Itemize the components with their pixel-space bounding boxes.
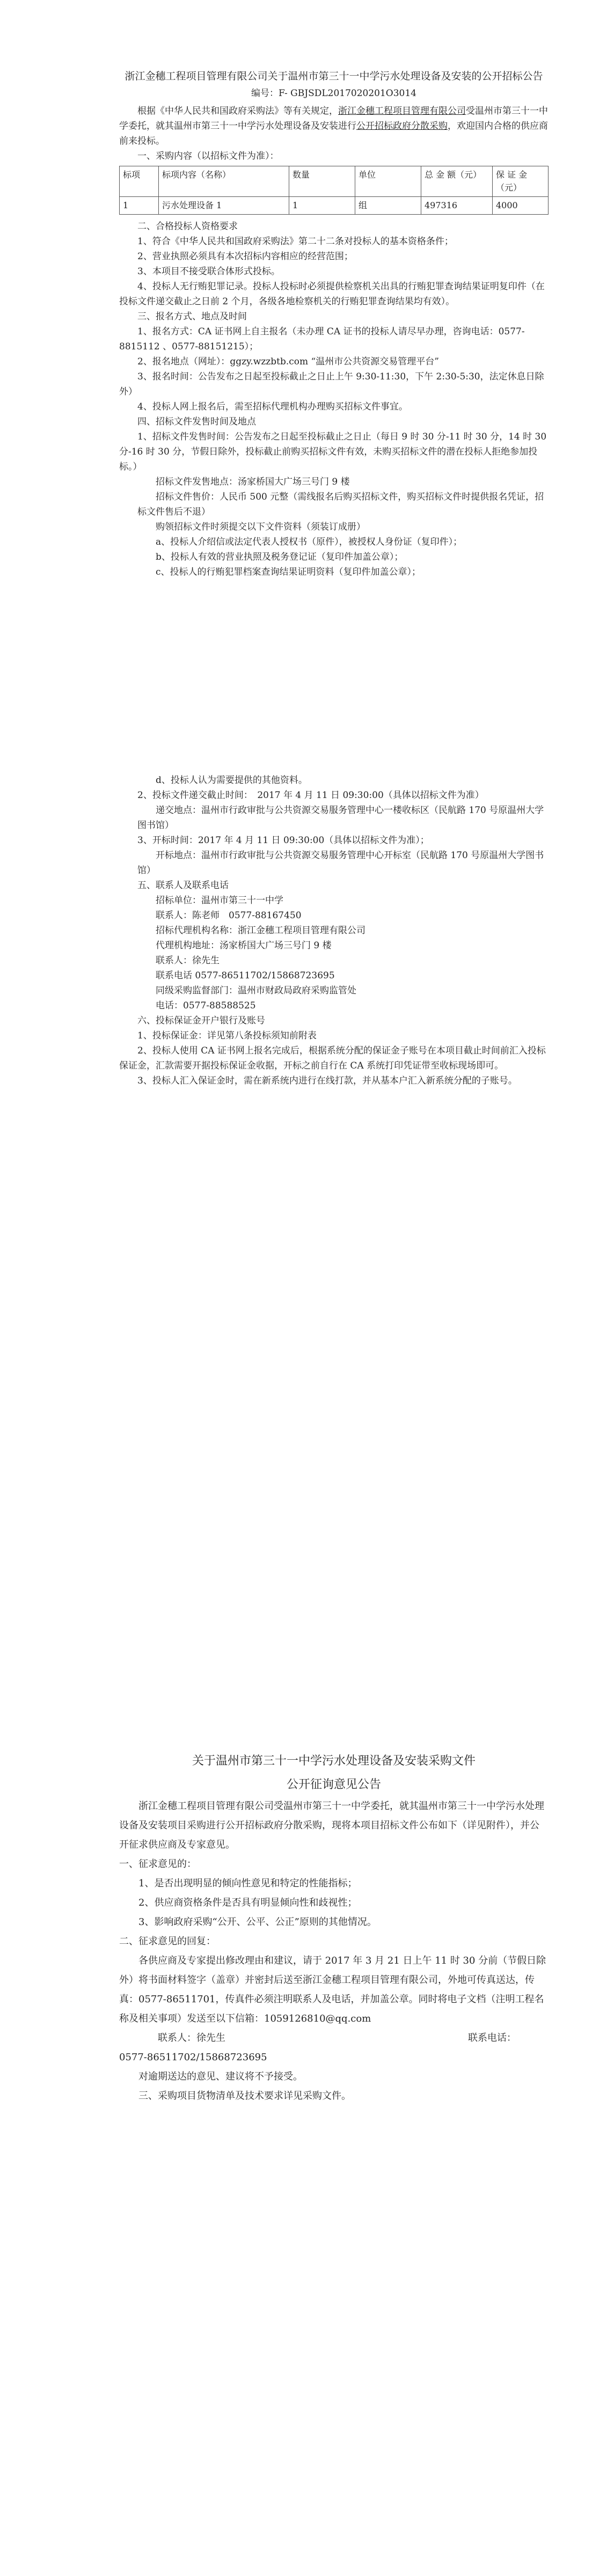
list-item: 2、供应商资格条件是否具有明显倾向性和歧视性； [138, 1897, 357, 1908]
tender-notice [119, 67, 549, 1088]
table-cell: 4000 [493, 197, 549, 215]
list-item: a、投标人介绍信或法定代表人授权书（原件），被授权人身份证（复印件）； [156, 537, 463, 547]
section-heading: 三、报名方式、地点及时间 [137, 311, 247, 322]
procurement-method-link[interactable]: 公开招标政府分散采购 [356, 121, 448, 131]
intro-text: 受温州市第三十一中学委托，就其温州市第三十一中学污水处理设备及安装进行 [119, 106, 548, 131]
list-item: 开标地点：温州市行政审批与公共资源交易服务管理中心开标室（民航路 170 号原温州大学图书馆） [137, 850, 544, 876]
section-heading: 四、招标文件发售时间及地点 [137, 416, 256, 427]
list-item: 招标文件发售地点：汤家桥国大广场三号门 9 楼 [156, 477, 350, 487]
contact-line: 联系人：陈老师 0577-88167450 [156, 910, 302, 921]
list-item: 3、本项目不接受联合体形式投标。 [137, 266, 280, 277]
list-item: 2、投标文件递交截止时间： 2017 年 4 月 11 日 09:30:00（具体以招标文件为准） [137, 790, 484, 801]
table-cell: 1 [120, 197, 159, 215]
list-item: 3、投标人汇入保证金时，需在新系统内进行在线打款，并从基本户汇入新系统分配的子账号。 [137, 1075, 517, 1086]
list-item: 1、是否出现明显的倾向性意见和特定的性能指标； [138, 1878, 357, 1889]
table-header-cell: 单位 [355, 166, 421, 197]
list-item: 1、报名方式：CA 证书网上自主报名（未办理 CA 证书的投标人请尽早办理，咨询电话：0577-8815112 、0577-88151215）； [119, 326, 525, 352]
intro-text: ，欢迎国内合格的供应商前来投标。 [119, 121, 548, 147]
list-item: 3、报名时间：公告发布之日起至投标截止之日止上午 9:30-11:30，下午 2:30-5:30，法定休息日除外） [119, 371, 544, 397]
section-heading: 六、投标保证金开户银行及账号 [137, 1015, 265, 1026]
list-item: 4、投标人无行贿犯罪记录。投标人投标时必须提供检察机关出具的行贿犯罪查询结果证明复印件（在投标文件递交截止之日前 2 个月，各级各地检察机关的行贿犯罪查询结果均有效）。 [119, 281, 545, 307]
table-header-cell: 保 证 金（元） [493, 166, 549, 197]
blank-space [119, 580, 549, 773]
contact-line: 代理机构地址：汤家桥国大广场三号门 9 楼 [156, 940, 332, 951]
list-item: 3、开标时间：2017 年 4 月 11 日 09:30:00（具体以招标文件为准）； [137, 835, 429, 846]
list-item: 购领招标文件时须提交以下文件资料（须装订成册） [156, 522, 365, 532]
consultation-title: 关于温州市第三十一中学污水处理设备及安装采购文件 [192, 1754, 476, 1768]
table-header-cell: 标项 [120, 166, 159, 197]
list-item: c、投标人的行贿犯罪档案查询结果证明资料（复印件加盖公章）； [156, 567, 421, 577]
section-heading: 一、采购内容（以招标文件为准）： [137, 151, 279, 162]
contact-row [119, 2029, 549, 2048]
reply-paragraph: 各供应商及专家提出修改理由和建议，请于 2017 年 3 月 21 日上午 11 时 30 分前（节假日除外）将书面材料签字（盖章）并密封后送至浙江金穗工程项目管理有限公司，外地可传真送达，传真：0577-86511701，传真件必须注明联系人及电话，并加盖公章。同时将电子文档（注明工程名称及相关事项）发送至以下信箱：1059126810@qq.com [119, 1955, 546, 2024]
section-heading: 二、征求意见的回复： [119, 1936, 216, 1947]
section-heading: 一、征求意见的： [119, 1858, 196, 1870]
list-item: 1、投标保证金：详见第八条投标须知前附表 [137, 1030, 317, 1041]
list-item: 1、符合《中华人民共和国政府采购法》第二十二条对投标人的基本资格条件； [137, 236, 454, 247]
consultation-subtitle: 公开征询意见公告 [286, 1778, 381, 1791]
table-cell: 污水处理设备 1 [159, 197, 289, 215]
procurement-table [119, 166, 549, 215]
list-item: d、投标人认为需要提供的其他资料。 [156, 775, 308, 786]
list-item: 2、营业执照必须具有本次招标内容相应的经营范围； [137, 251, 353, 262]
contact-line: 联系电话 0577-86511702/15868723695 [156, 970, 335, 981]
table-header-cell: 标项内容（名称） [159, 166, 289, 197]
section-heading: 五、联系人及联系电话 [137, 880, 229, 891]
consultation-notice [119, 1750, 549, 2106]
table-cell: 组 [355, 197, 421, 215]
consultation-intro: 浙江金穗工程项目管理有限公司受温州市第三十一中学委托，就其温州市第三十一中学污水处理设备及安装项目采购进行公开招标政府分散采购，现将本项目招标文件公布如下（详见附件），并公开征求供应商及专家意见。 [119, 1801, 544, 1850]
contact-line: 招标单位：温州市第三十一中学 [156, 895, 283, 906]
contact-line: 招标代理机构名称：浙江金穗工程项目管理有限公司 [156, 925, 365, 936]
list-item: 2、报名地点（网址）：ggzy.wzzbtb.com “温州市公共资源交易管理平台” [137, 356, 439, 367]
contact-line: 电话：0577-88588525 [156, 1000, 256, 1011]
list-item: 4、投标人网上报名后，需至招标代理机构办理购买招标文件事宜。 [137, 401, 408, 412]
list-item: 2、投标人使用 CA 证书网上报名完成后，根据系统分配的保证金子账号在本项目截止时间前汇入投标保证金，汇款需要开据投标保证金收据，开标之前自行在 CA 系统打印凭证带至收标现场即可。 [119, 1045, 546, 1071]
table-row [120, 197, 549, 215]
notice-title: 浙江金穗工程项目管理有限公司关于温州市第三十一中学污水处理设备及安装的公开招标公告 [125, 70, 543, 82]
contact-phone: 0577-86511702/15868723695 [119, 2052, 267, 2063]
section-heading: 二、合格投标人资格要求 [137, 221, 238, 232]
table-header-row [120, 166, 549, 197]
notice-intro [119, 104, 549, 149]
section-heading: 三、采购项目货物清单及技术要求详见采购文件。 [138, 2090, 351, 2102]
list-item: 招标文件售价：人民币 500 元整（需线报名后购买招标文件，购买招标文件时提供报名凭证，招标文件售后不退） [137, 492, 544, 517]
table-header-cell: 数量 [289, 166, 355, 197]
contact-person: 联系人：徐先生 [158, 2032, 225, 2044]
list-item: 3、影响政府采购“公开、公平、公正”原则的其他情况。 [138, 1916, 377, 1928]
table-cell: 497316 [421, 197, 493, 215]
contact-line: 联系人：徐先生 [156, 955, 220, 966]
contact-phone-label: 联系电话： [468, 2032, 516, 2044]
agency-link[interactable]: 浙江金穗工程项目管理有限公司 [338, 106, 466, 116]
list-item: 递交地点：温州市行政审批与公共资源交易服务管理中心一楼收标区（民航路 170 号原温州大学图书馆） [137, 805, 544, 831]
deadline-note: 对逾期送达的意见、建议将不予接受。 [138, 2071, 303, 2082]
contact-line: 同级采购监督部门：温州市财政局政府采购监管处 [156, 985, 356, 996]
table-cell: 1 [289, 197, 355, 215]
notice-reference-number: 编号：F- GBJSDL2017020201O3014 [251, 88, 416, 99]
intro-text: 根据《中华人民共和国政府采购法》等有关规定， [137, 106, 338, 116]
list-item: b、投标人有效的营业执照及税务登记证（复印件加盖公章）； [156, 552, 404, 562]
table-header-cell: 总 金 额（元） [421, 166, 493, 197]
list-item: 1、招标文件发售时间：公告发布之日起至投标截止之日止（每日 9 时 30 分-11 时 30 分，14 时 30 分-16 时 30 分，节假日除外，投标截止前购买招标文件有效，未购买招标文件的潜在投标人拒绝参加投标。） [119, 431, 547, 472]
